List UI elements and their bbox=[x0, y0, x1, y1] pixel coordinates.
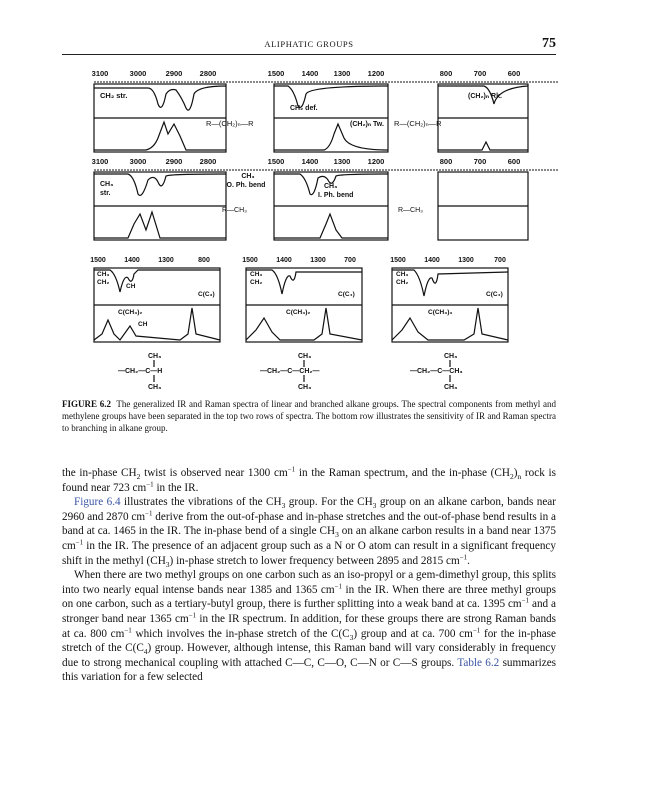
raman-trace bbox=[274, 214, 388, 238]
label-cch3-2: C(CH₃)₂ bbox=[118, 309, 143, 316]
row3-tick: 1300 bbox=[458, 257, 474, 264]
label-ch2-def: CH₂ def. bbox=[290, 105, 318, 112]
row3-tick: 1400 bbox=[424, 257, 440, 264]
formula-right: R—CH₃ bbox=[398, 207, 424, 214]
figure-link[interactable]: Figure 6.4 bbox=[74, 496, 121, 509]
label-ch: CH bbox=[126, 283, 136, 290]
row2-tick: 1300 bbox=[333, 157, 351, 166]
row2-tick: 2900 bbox=[165, 157, 183, 166]
caption-text: The generalized IR and Raman spectra of linear and branched alkane groups. The spectral components from methyl and methylene groups have been separated in the top two rows of spectra. The bottom row illustrates the sensitivity of IR and Raman spectra to branching in alkane group. bbox=[62, 399, 556, 433]
label-i-ph-bend: I. Ph. bend bbox=[318, 192, 354, 199]
table-link[interactable]: Table 6.2 bbox=[457, 656, 500, 669]
running-head: ALIPHATIC GROUPS bbox=[264, 39, 354, 49]
structure-top: CH₃ bbox=[298, 353, 312, 360]
row3-tick: 1500 bbox=[90, 257, 106, 264]
row3-tick: 1400 bbox=[124, 257, 140, 264]
row3-tick: 800 bbox=[198, 257, 210, 264]
label-ch3: CH₃ bbox=[324, 183, 338, 190]
row2-tick: 3000 bbox=[129, 157, 147, 166]
structure-mid: —CH₂—C—CH₃ bbox=[410, 368, 463, 375]
structure-bot: CH₃ bbox=[148, 384, 162, 391]
row2-tick: 1400 bbox=[301, 157, 319, 166]
figure-6-2 bbox=[88, 64, 562, 391]
row3-tick: 1300 bbox=[310, 257, 326, 264]
row2-tick: 600 bbox=[507, 157, 521, 166]
structure-bot: CH₃ bbox=[444, 384, 458, 391]
label-ch: CH bbox=[138, 321, 148, 328]
row1-tick: 2800 bbox=[199, 69, 217, 78]
row1-tick: 2900 bbox=[165, 69, 183, 78]
structure-bot: CH₃ bbox=[298, 384, 312, 391]
row2-tick: 800 bbox=[439, 157, 453, 166]
row3-tick: 700 bbox=[344, 257, 356, 264]
row1-tick: 3100 bbox=[91, 69, 109, 78]
ir-trace bbox=[94, 174, 226, 195]
row1-tick: 800 bbox=[439, 69, 453, 78]
row1-tick: 1200 bbox=[367, 69, 385, 78]
label-o-ph-bend: O. Ph. bend bbox=[226, 182, 266, 189]
row2-tick: 2800 bbox=[199, 157, 217, 166]
paragraph: Figure 6.4 illustrates the vibrations of the $CH_3$ group. For the $CH_3$ group on an alkane carbon, bands near 2960 and 2870 $cm^{-1}$ derive from the out-of-phase and in-phase stretches and the out-of-phase bend results in a band at ca. 1465 in the IR. The in-phase bend of a single $CH_3$ on an alkane carbon results in a band near 1375 $cm^{-1}$ in the IR. The presence of an adjacent group such as a N or O atom can result in a significant frequency shift in the methyl $(CH_3)$ in-phase stretch to lower frequency between 2895 and 2815 $cm^{-1}$. bbox=[62, 496, 556, 569]
label-ch2n-tw: (CH₂)ₙ Tw. bbox=[350, 121, 384, 128]
row1-tick: 1300 bbox=[333, 69, 351, 78]
row2-tick: 1500 bbox=[267, 157, 285, 166]
raman-trace bbox=[94, 308, 220, 340]
row1-tick: 1500 bbox=[267, 69, 285, 78]
label-cc3: C(C₃) bbox=[198, 291, 215, 298]
structure-top: CH₃ bbox=[444, 353, 458, 360]
paragraph: When there are two methyl groups on one carbon such as an iso-propyl or a gem-dimethyl group, this splits into two nearly equal intense bands near 1385 and 1365 $cm^{-1}$ in the IR. When there are three methyl groups on one carbon, such as a tertiary-butyl group, there is further splitting into a weak band at ca. 1395 $cm^{-1}$ and a stronger band near 1365 $cm^{-1}$ in the IR spectrum. In addition, for these groups there are strong Raman bands at ca. 800 $cm^{-1}$ which involves the in-phase stretch of the $C(C_3)$ group and at ca. 700 $cm^{-1}$ for the in-phase stretch of the $C(C_4)$ group. However, although intense, this Raman band will vary considerably in frequency due to strong mechanical coupling with attached C—C, C—O, C—N or C—S groups. Table 6.2 summarizes this variation for a few selected bbox=[62, 569, 557, 684]
label-ch3: CH₃ bbox=[396, 271, 409, 278]
label-ch3: CH₃ bbox=[241, 173, 255, 180]
label-cc4: C(C₄) bbox=[486, 291, 503, 298]
spectra-figure bbox=[88, 64, 562, 391]
row1-tick: 700 bbox=[473, 69, 487, 78]
raman-trace bbox=[438, 142, 528, 150]
page-number: 75 bbox=[542, 36, 556, 51]
body-text bbox=[62, 466, 556, 685]
structure-mid: —CH₂—C—CH₂— bbox=[260, 368, 320, 375]
ir-trace bbox=[94, 270, 220, 292]
label-ch2: CH₂ bbox=[97, 279, 110, 286]
row3-tick: 1300 bbox=[158, 257, 174, 264]
paragraph: the in-phase $CH_2$ twist is observed near 1300 $cm^{-1}$ in the Raman spectrum, and the in-phase $(CH_2)_n$ rock is found near 723 $cm^{-1}$ in the IR. bbox=[62, 465, 556, 494]
row3-tick: 700 bbox=[494, 257, 506, 264]
raman-trace bbox=[94, 212, 226, 238]
label-ch2-str: CH₂ str. bbox=[100, 91, 128, 100]
figure-caption bbox=[62, 398, 556, 434]
label-ch3: CH₃ bbox=[97, 271, 110, 278]
row2-tick: 1200 bbox=[367, 157, 385, 166]
label-ch2: CH₂ bbox=[396, 279, 409, 286]
row3-tick: 1500 bbox=[390, 257, 406, 264]
row3-tick: 1400 bbox=[276, 257, 292, 264]
label-str: str. bbox=[100, 190, 111, 197]
row1-tick: 3000 bbox=[129, 69, 147, 78]
row1-tick: 1400 bbox=[301, 69, 319, 78]
label-ch2: CH₂ bbox=[250, 279, 263, 286]
label-ch2n-rk: (CH₂)ₙ Rk. bbox=[468, 93, 502, 100]
page-header bbox=[62, 38, 556, 55]
structure-top: CH₃ bbox=[148, 353, 162, 360]
formula-left: R—CH₃ bbox=[222, 207, 248, 214]
formula-right: R—(CH₂)ₙ—R bbox=[394, 119, 442, 128]
caption-label: FIGURE 6.2 bbox=[62, 399, 111, 409]
label-cc4: C(C₄) bbox=[338, 291, 355, 298]
formula-left: R—(CH₂)ₙ—R bbox=[206, 119, 254, 128]
row2-tick: 3100 bbox=[91, 157, 109, 166]
row2-tick: 700 bbox=[473, 157, 487, 166]
structure-mid: —CH₂—C—H bbox=[118, 368, 163, 375]
label-cch3-3: C(CH₃)₃ bbox=[428, 309, 453, 316]
label-ch3: CH₃ bbox=[100, 181, 114, 188]
label-ch3: CH₃ bbox=[250, 271, 263, 278]
row3-tick: 1500 bbox=[242, 257, 258, 264]
row1-tick: 600 bbox=[507, 69, 521, 78]
label-cch3-2: C(CH₃)₂ bbox=[286, 309, 311, 316]
